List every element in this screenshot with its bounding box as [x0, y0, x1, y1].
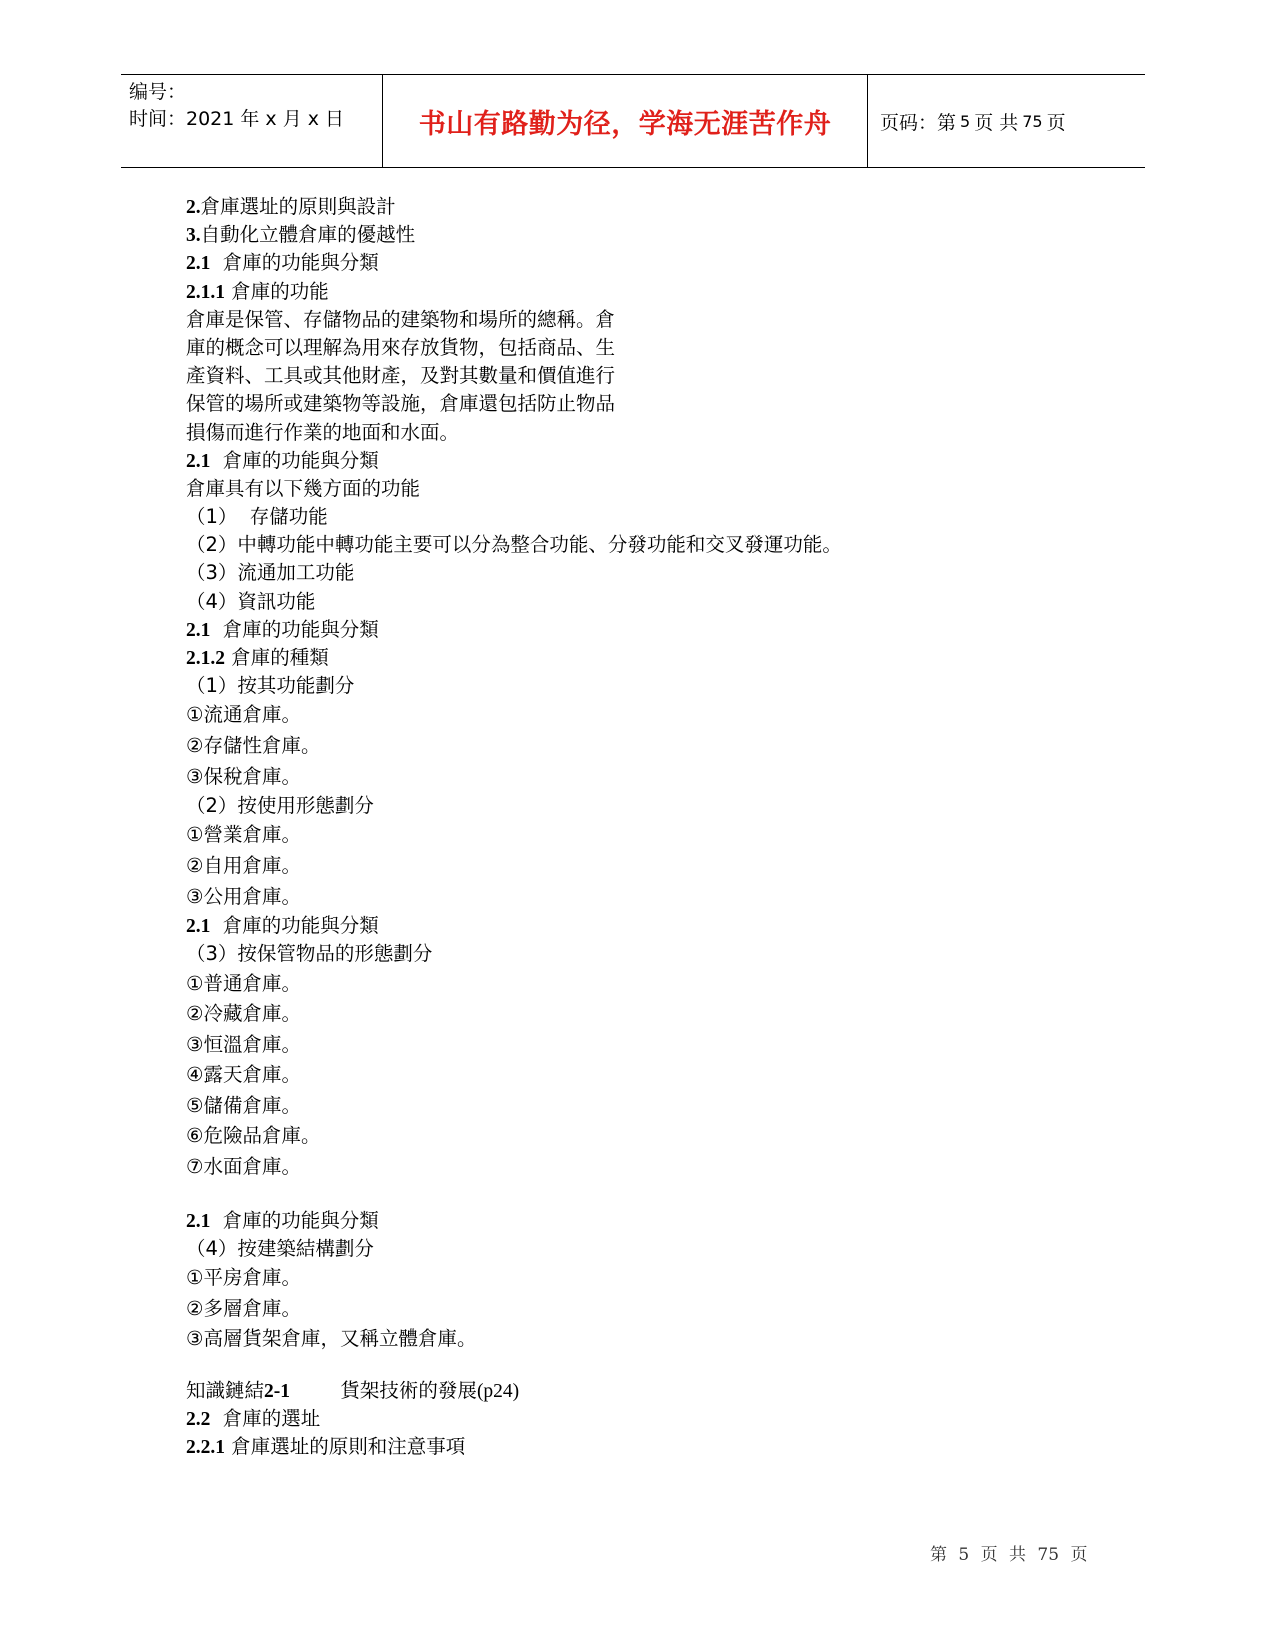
- line-text: ⑦水面倉庫。: [186, 1155, 301, 1179]
- text-line: [186, 1152, 1086, 1183]
- page-footer: 第 5 页 共 75 页: [930, 1545, 1088, 1565]
- page-suffix: 页: [1046, 111, 1066, 134]
- text-line: [186, 1060, 1086, 1091]
- text-line: [186, 1207, 1086, 1235]
- line-text: 倉庫的選址: [210, 1407, 321, 1430]
- line-text: （3）按保管物品的形態劃分: [186, 942, 433, 966]
- text-line: [186, 193, 1086, 221]
- line-text: ③公用倉庫。: [186, 884, 301, 908]
- header-meta: [121, 75, 383, 167]
- time-label: 时间：2021 年 x 月 x 日: [129, 108, 345, 130]
- text-line: [186, 1235, 1086, 1263]
- line-text: ①平房倉庫。: [186, 1266, 301, 1290]
- line-text: （3）流通加工功能: [186, 561, 355, 585]
- section-number: 2.1: [186, 1210, 211, 1232]
- line-text: 保管的場所或建築物等設施，倉庫還包括防止物品: [186, 392, 616, 416]
- text-line: [186, 851, 1086, 882]
- text-line: [186, 616, 1086, 644]
- text-line: [186, 731, 1086, 762]
- document-body: [186, 193, 1086, 1461]
- text-line: [186, 278, 1086, 306]
- page-mid: 页 共: [974, 111, 1019, 134]
- text-line: [186, 447, 1086, 475]
- text-line: [186, 475, 1086, 503]
- knowledge-link-line: [186, 1377, 1086, 1405]
- line-text: 倉庫的功能: [225, 279, 329, 303]
- line-text: 倉庫的功能與分類: [210, 914, 379, 938]
- text-line: [186, 820, 1086, 851]
- link-number: 2-1: [264, 1380, 291, 1402]
- section-number: 2.1.1: [186, 281, 225, 303]
- line-text: 損傷而進行作業的地面和水面。: [186, 420, 460, 444]
- section-number: 2.1: [186, 916, 211, 938]
- line-text: ②冷藏倉庫。: [186, 1002, 301, 1026]
- text-line: [186, 700, 1086, 731]
- text-line: [186, 362, 1086, 390]
- text-line: [186, 588, 1086, 616]
- serial-number-label: 编号：: [129, 81, 187, 103]
- text-line: [186, 792, 1086, 820]
- text-line: [186, 1433, 1086, 1461]
- section-number: 2.1: [186, 253, 211, 275]
- text-line: [186, 912, 1086, 940]
- motto: 书山有路勤为径，学海无涯苦作舟: [418, 108, 832, 140]
- section-number: 2.1.2: [186, 648, 225, 669]
- line-text: ①普通倉庫。: [186, 971, 301, 995]
- line-text: 倉庫的功能與分類: [210, 617, 379, 641]
- line-text: （4）資訊功能: [186, 589, 316, 613]
- section-number: 2.2: [186, 1409, 211, 1430]
- text-line: [186, 1324, 1086, 1355]
- text-line: [186, 1121, 1086, 1152]
- line-text: 倉庫的種類: [225, 646, 329, 669]
- body-block-2: [186, 1207, 1086, 1355]
- line-text: ①流通倉庫。: [186, 703, 301, 727]
- line-text: 倉庫是保管、存儲物品的建築物和場所的總稱。倉: [186, 307, 616, 331]
- text-line: [186, 503, 1086, 531]
- text-line: [186, 644, 1086, 672]
- text-line: [186, 419, 1086, 447]
- line-text: ⑤儲備倉庫。: [186, 1093, 301, 1117]
- line-text: ⑥危險品倉庫。: [186, 1124, 321, 1148]
- text-line: [186, 559, 1086, 587]
- line-text: ③高層貨架倉庫，又稱立體倉庫。: [186, 1327, 477, 1351]
- text-line: [186, 1091, 1086, 1122]
- section-number: 3.: [186, 225, 201, 247]
- line-text: ②多層倉庫。: [186, 1296, 301, 1320]
- line-text: 倉庫選址的原則與設計: [200, 195, 396, 218]
- text-line: [186, 249, 1086, 277]
- page-counter: [868, 75, 1145, 167]
- text-line: [186, 762, 1086, 793]
- page-total: 75: [1022, 111, 1043, 131]
- page-header: [121, 74, 1145, 168]
- link-title: 貨架技術的發展: [340, 1378, 477, 1402]
- line-text: 倉庫的功能與分類: [210, 1208, 379, 1232]
- link-prefix: 知識鏈結: [186, 1378, 265, 1402]
- line-text: 產資料、工具或其他財產，及對其數量和價值進行: [186, 364, 616, 388]
- text-line: [186, 1405, 1086, 1433]
- line-text: （4）按建築結構劃分: [186, 1236, 374, 1260]
- page-current: 5: [960, 111, 971, 131]
- text-line: [186, 882, 1086, 913]
- text-line: [186, 940, 1086, 968]
- line-text: ①營業倉庫。: [186, 823, 301, 847]
- section-number: 2.: [186, 197, 201, 218]
- text-line: [186, 334, 1086, 362]
- line-text: 庫的概念可以理解為用來存放貨物，包括商品、生: [186, 335, 616, 359]
- line-text: （1）按其功能劃分: [186, 674, 355, 698]
- page-prefix: 页码：第: [880, 111, 957, 134]
- text-line: [186, 1030, 1086, 1061]
- line-text: ③保稅倉庫。: [186, 764, 301, 788]
- text-line: [186, 999, 1086, 1030]
- line-text: 倉庫具有以下幾方面的功能: [186, 476, 421, 500]
- section-number: 2.1: [186, 450, 211, 472]
- section-number: 2.1: [186, 619, 211, 641]
- body-block-3: [186, 1405, 1086, 1461]
- line-text: ③恒溫倉庫。: [186, 1032, 301, 1056]
- spacer: [186, 1355, 1086, 1377]
- header-motto-cell: [383, 75, 868, 167]
- text-line: [186, 390, 1086, 418]
- line-text: 倉庫選址的原則和注意事項: [225, 1435, 466, 1459]
- line-text: ②存儲性倉庫。: [186, 733, 321, 757]
- text-line: [186, 969, 1086, 1000]
- line-text: 自動化立體倉庫的優越性: [200, 223, 416, 247]
- line-text: 倉庫的功能與分類: [210, 448, 379, 472]
- text-line: [186, 1294, 1086, 1325]
- line-text: ②自用倉庫。: [186, 853, 301, 877]
- section-number: 2.2.1: [186, 1437, 225, 1459]
- spacer: [186, 1183, 1086, 1207]
- line-text: （2）中轉功能中轉功能主要可以分為整合功能、分發功能和交叉發運功能。: [186, 533, 842, 557]
- body-block-1: [186, 193, 1086, 1183]
- link-page-ref: (p24): [476, 1380, 520, 1402]
- line-text: （2）按使用形態劃分: [186, 794, 374, 818]
- text-line: [186, 672, 1086, 700]
- text-line: [186, 1263, 1086, 1294]
- line-text: 倉庫的功能與分類: [210, 251, 379, 275]
- line-text: ④露天倉庫。: [186, 1063, 301, 1087]
- text-line: [186, 531, 1086, 559]
- text-line: [186, 306, 1086, 334]
- text-line: [186, 221, 1086, 249]
- line-text: （1） 存儲功能: [186, 505, 328, 529]
